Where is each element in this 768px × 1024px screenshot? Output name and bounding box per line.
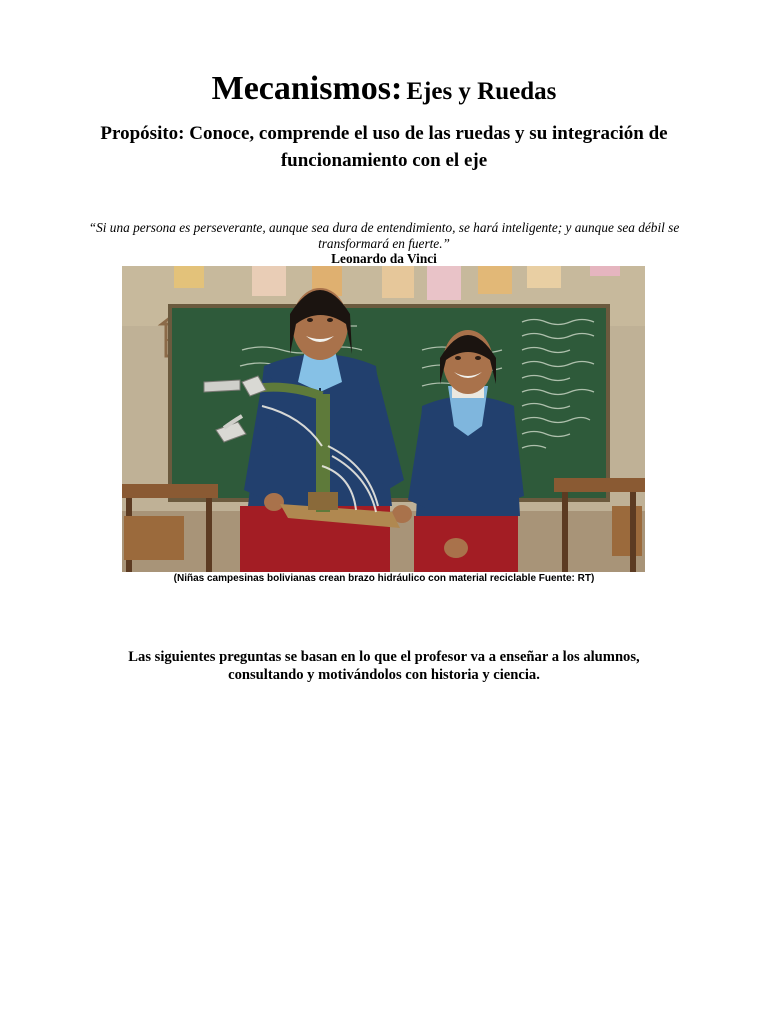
page-title	[0, 70, 768, 107]
intro-paragraph: Las siguientes preguntas se basan en lo que el profesor va a enseñar a los alumnos, consultando y motivándolos con historia y ciencia.	[128, 649, 640, 683]
photo-caption: (Niñas campesinas bolivianas crean brazo hidráulico con material reciclable Fuente: RT)	[173, 573, 595, 584]
quote-text: “Si una persona es perseverante, aunque sea dura de entendimiento, se hará inteligente; y aunque sea débil se transformará en fuerte.”	[88, 220, 680, 251]
title-main: Mecanismos:	[211, 70, 403, 107]
quote-author: Leonardo da Vinci	[331, 251, 437, 266]
photo-illustration	[122, 266, 645, 572]
purpose-statement: Propósito: Conoce, comprende el uso de las ruedas y su integración de funcionamiento con el eje	[100, 123, 668, 171]
title-sub: Ejes y Ruedas	[406, 78, 557, 105]
classroom-photo	[122, 266, 645, 572]
